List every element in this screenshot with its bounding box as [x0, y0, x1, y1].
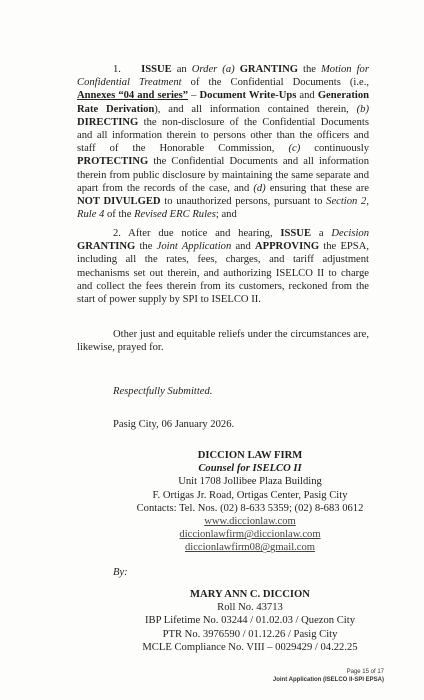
firm-website-link[interactable]: www.diccionlaw.com: [204, 516, 296, 528]
page-number: Page 15 of 17: [346, 669, 384, 675]
text: continuously: [300, 143, 369, 155]
rules-ref: Revised ERC Rules: [134, 209, 216, 221]
signatory-name: MARY ANN C. DICCION: [190, 589, 310, 600]
ptr-number: PTR No. 3976590 / 01.12.26 / Pasig City: [162, 628, 338, 640]
generation-rate: Generation Rate Derivation: [77, 90, 370, 115]
document-writeups: Document Write-Ups: [199, 90, 297, 102]
granting-keyword: GRANTING: [239, 64, 298, 75]
label-c: (c): [288, 143, 301, 155]
firm-email-link-1[interactable]: diccionlawfirm@diccionlaw.com: [179, 529, 321, 541]
place-date: Pasig City, 06 January 2026.: [113, 419, 235, 430]
firm-contacts: Contacts: Tel. Nos. (02) 8-633 5359; (02) 8-683 0612: [136, 502, 364, 514]
text: an: [171, 64, 192, 75]
directing-keyword: DIRECTING: [77, 116, 139, 128]
mcle-number: MCLE Compliance No. VIII – 0029429 / 04.22.25: [142, 641, 358, 653]
section-ref: Section 2, Rule 4: [77, 196, 369, 221]
joint-application-ref: Joint Application: [156, 241, 232, 253]
approving-keyword: APPROVING: [254, 241, 320, 253]
decision-ref: Decision: [331, 228, 369, 239]
ibp-number: IBP Lifetime No. 03244 / 01.02.03 / Quezon City: [145, 615, 355, 627]
firm-address-1: Unit 1708 Jollibee Plaza Building: [178, 476, 322, 488]
text: the: [135, 241, 157, 253]
by-text: By:: [113, 567, 128, 578]
text: a: [311, 228, 332, 239]
document-title: Joint Application (ISELCO II-SPI EPSA): [272, 677, 384, 683]
page-footer: [273, 668, 384, 684]
roll-number: Roll No. 43713: [217, 602, 283, 614]
prayer-item-1: [77, 63, 369, 221]
prayer-item-2: [77, 227, 369, 306]
firm-email-link-2[interactable]: diccionlawfirm08@gmail.com: [184, 542, 316, 554]
firm-address-2: F. Ortigas Jr. Road, Ortigas Center, Pasig City: [152, 489, 348, 501]
respectfully-submitted: [113, 385, 212, 398]
annexes-ref: Annexes “04 and series”: [77, 90, 189, 102]
label-b: (b): [356, 103, 369, 115]
text: After due notice and hearing,: [120, 228, 281, 239]
item-number: 1.: [113, 64, 121, 75]
signatory-block: [120, 588, 380, 654]
order-ref: Order (a): [191, 64, 235, 75]
counsel-for: Counsel for ISELCO II: [198, 463, 302, 475]
text: to unauthorized persons, pursuant to: [160, 196, 327, 208]
text: ; and: [215, 209, 237, 221]
granting-keyword: GRANTING: [77, 241, 136, 253]
motion-title: Motion for Confidential Treatment: [77, 64, 369, 89]
text: ), and all information contained therein,: [154, 103, 357, 115]
text: the EPSA, including all the rates, fees, charges, and tariff adjustment mechanisms set out therein, and authorizing ISELCO II to charge and collect the fees therein from its customers, reckoned from the start of power supply by SPI to ISELCO II.: [77, 241, 370, 306]
text: the non-disclosure of the Confidential Documents and all information therein to persons other than the officers and staff of the Honorable Commission,: [77, 116, 369, 155]
respectfully-text: Respectfully Submitted.: [113, 386, 213, 397]
firm-name: DICCION LAW FIRM: [197, 450, 303, 461]
issue-keyword: ISSUE: [280, 228, 312, 239]
label-d: (d): [253, 182, 266, 194]
item-number: 2.: [113, 228, 121, 239]
text: –: [188, 90, 200, 102]
firm-block: [120, 449, 380, 555]
other-reliefs-text: Other just and equitable reliefs under the circumstances are, likewise, prayed for.: [77, 329, 369, 354]
text: and: [231, 241, 255, 253]
text: and: [296, 90, 318, 102]
text: ensuring that these are: [265, 182, 369, 194]
other-reliefs-paragraph: [77, 328, 369, 354]
not-divulged-keyword: NOT DIVULGED: [77, 196, 161, 208]
text: the Confidential Documents and all information therein from public disclosure by maintaining the same separate and apart from the records of the case, and: [77, 156, 369, 194]
issue-keyword: ISSUE: [141, 64, 172, 75]
text: of the Confidential Documents (i.e.,: [181, 77, 369, 89]
text: the: [297, 64, 321, 75]
protecting-keyword: PROTECTING: [77, 156, 149, 168]
by-label: [113, 566, 128, 579]
text: of the: [104, 209, 135, 221]
